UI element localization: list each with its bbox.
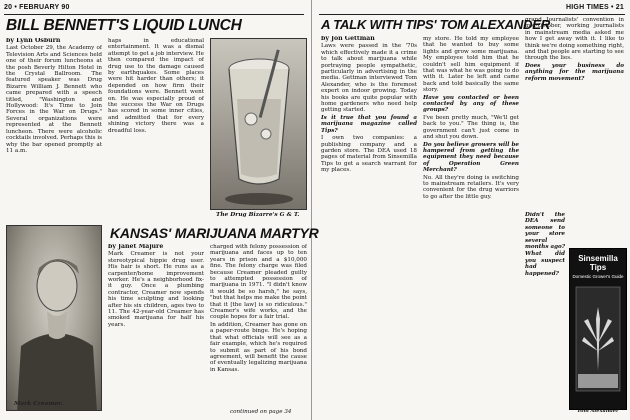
interview-question-2: Have you contacted or been contacted by any of these groups? [423, 94, 519, 114]
story2-body-2: charged with felony possession of marijuana and faces up to ten years in prison and a $10,000 fine. The felony charge was filed because Creamer pleaded guilty to attempted possession of marijuana in 1971. "I didn't know it would be so harsh," he says, "but that helps me make the point that it [the law] is so ridiculous." Creamer's wife works, and the couple hopes for a fair trial. [210, 244, 307, 321]
story1-body-2: haps in educational entertainment. It was a dismal attempt to get a job interview. He then compared the impact of drug use to the damage caused by earthquakes. Some places were hit harder than others; it depended on how firm their foundations were. Bennett went on. He was especially proud of the success the War on Drugs has scored in some inner cities, and admitted that for every shining victory there was a dreadful loss. [108, 38, 204, 134]
sinsemilla-tips-cover [569, 248, 627, 410]
interview-body-2: my store. He told my employee that he wanted to buy some lights and grow some marijuana. My employee told him that he couldn't sell him equipment if that was what he was going to do with it. Later he left and came back and told basically the same story. [423, 36, 519, 94]
interview-answer-1: I own two companies: a publishing company and a garden store. The DEA used 18 pages of material from Sinsemilla Tips to get a search warrant for my places. [321, 135, 417, 174]
right-page [315, 0, 630, 420]
interview-body-1: Laws were passed in the '70s which effectively made it a crime to talk about marijuana while portraying people sympathetic, particularly in advertising in the media. Gettman interviewed Tom Alexander, who is the foremost expert on indoor growing. Today his books are quite popular with home gardeners who need help getting started. [321, 43, 417, 114]
photo-caption-mark-creamer: Mark Creamer. [14, 401, 63, 407]
mark-creamer-photo [6, 225, 102, 411]
interview-question-6: What did you suspect had happened? [525, 251, 565, 277]
drug-bizarre-photo [210, 38, 307, 210]
interview-question-5: Didn't the DEA send someone to your store several months ago? [525, 212, 565, 251]
photo-caption-drug-bizarre: The Drug Bizarre's G & T. [216, 212, 300, 218]
interview-column-3-bottom [525, 212, 565, 412]
interview-body-3: grand Journalists' convention in mid-October, working journalists in mainstream media asked me how I get away with it. I like to think we're doing something right, and that people are starting to see through the lies. [525, 17, 624, 62]
interview-column-2 [423, 36, 519, 416]
story2-column-2 [210, 244, 307, 408]
interview-column-1 [321, 36, 417, 416]
story-headline-tom-alexander: A TALK WITH TIPS' TOM ALEXANDER [321, 17, 551, 32]
cover-title: Sinsemilla Tips [578, 254, 618, 272]
interview-question-3: Do you believe growers will be hampered from getting the equipment they need because of Operation Green Merchant? [423, 141, 519, 174]
story1-byline: by Lynn Osburn [6, 38, 61, 44]
story2-body-3: In addition, Creamer has gone on a paper-route binge. He's hoping that what officials will see as a fair example, which he's required to submit as part of his bond agreement, will benefit the cause of eventually legalizing marijuana in Kansas. [210, 321, 307, 373]
interview-question-1: Is it true that you found a marijuana magazine called Tips? [321, 114, 417, 134]
story-headline-kansas-martyr: KANSAS' MARIJUANA MARTYR [110, 225, 319, 241]
story1-column-2 [108, 38, 204, 218]
header-rule [4, 14, 304, 15]
story1-column-1 [6, 38, 102, 218]
page-folio-right: HIGH TIMES • 21 [566, 4, 624, 11]
header-rule-right [319, 14, 625, 15]
interview-byline: by Jon Gettman [321, 36, 375, 42]
cover-caption: Tom Alexander [577, 408, 619, 414]
interview-answer-2: I've been pretty much, "We'll get back to you." The thing is, the government can't just come in and shut you down. [423, 114, 519, 141]
cover-subtitle: Domestic Grower's Guide [572, 274, 624, 279]
story2-body-1: Mark Creamer is not your stereotypical hippie drug user. His hair is short. He runs as a carpenter/home improvement worker. He's a neighborhood fix-it guy. Once a plumbing contractor, Creamer now spends his time sculpting and looking after his six children, ages two to 11. The 42-year-old Creamer has smoked marijuana for half his years. [108, 251, 204, 328]
portrait-figure-icon [7, 226, 102, 411]
cannabis-leaf-icon [570, 279, 626, 399]
interview-column-3-top [525, 17, 624, 207]
interview-question-4: Does your business do anything for the marijuana reform movement? [525, 62, 624, 82]
continued-note: continued on page 34 [230, 409, 292, 415]
interview-answer-3: No. All they're doing is switching to mainstream retailers. It's very convenient for the drug warriors to go after the little guy. [423, 174, 519, 200]
cocktail-glass-icon [211, 39, 307, 210]
story-headline-liquid-lunch: BILL BENNETT'S LIQUID LUNCH [6, 17, 242, 34]
story2-column-1 [108, 244, 204, 416]
story2-byline: by Janet Majure [108, 244, 164, 250]
story1-body-1: Last October 29, the Academy of Television Arts and Sciences held one of their forum luncheons at the posh Beverly Hilton Hotel in the Crystal Ballroom. The featured speaker was Drug Bizarre William J. Bennett who came prepared with a speech titled, "Washington and Hollywood: It's Time to Join Forces in the War on Drugs." Several organizations were represented at the Bennett luncheon. There were alcoholic cocktails involved. Perhaps this is why the bar opened promptly at 11 a.m. [6, 45, 102, 154]
page-folio-left: 20 • FEBRUARY 90 [4, 4, 70, 11]
